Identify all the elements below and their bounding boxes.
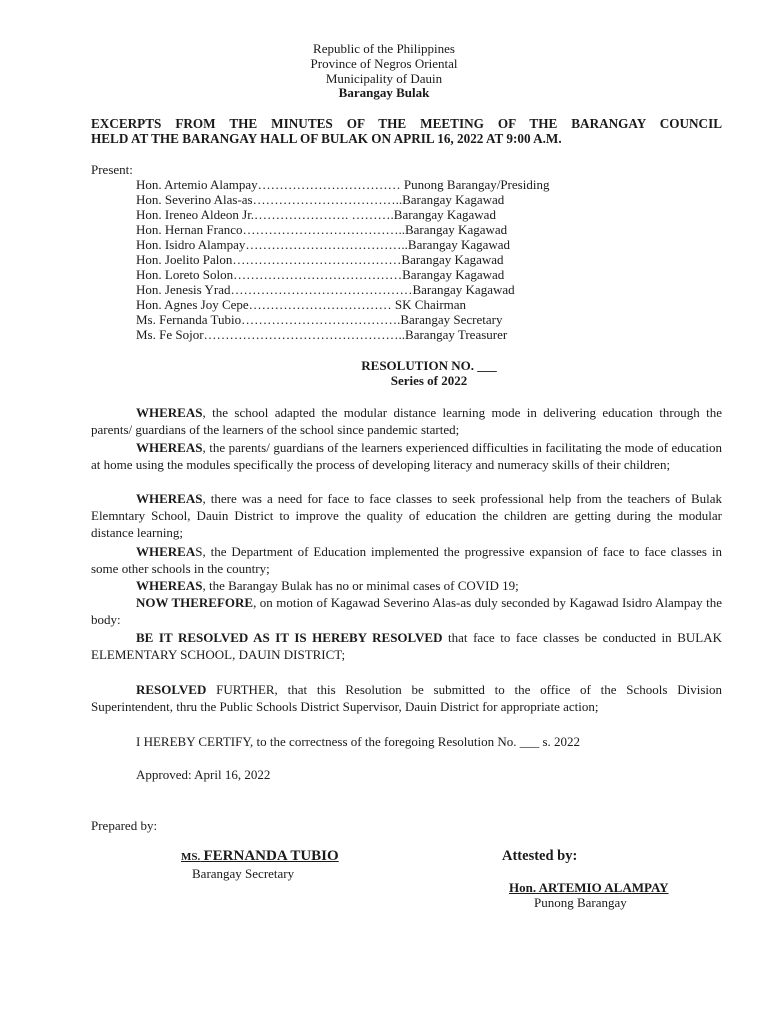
whereas-paragraph-1 — [91, 404, 722, 438]
certification-line: I HEREBY CERTIFY, to the correctness of the foregoing Resolution No. ___ s. 2022 — [136, 734, 581, 749]
paragraph-text: that face to face classes be conducted in BULAK ELEMENTARY SCHOOL, DAUIN DISTRICT; — [91, 630, 722, 663]
paragraph-text: , there was a need for face to face classes to seek professional help from the teachers of Bulak Elemntary School, Dauin District to improve the quality of education the children are getting during the modular distance learning; — [91, 491, 722, 541]
secretary-signature-name — [181, 848, 339, 865]
captain-title: Punong Barangay — [534, 895, 627, 910]
paragraph-text: , the school adapted the modular distance learning mode in delivering education through the parents/ guardians of the learners of the school since pandemic started; — [91, 405, 722, 438]
attendee-item: Hon. Agnes Joy Cepe…………………………… SK Chairman — [136, 297, 467, 312]
be-it-resolved-paragraph — [91, 629, 722, 663]
header-republic: Republic of the Philippines — [313, 41, 455, 56]
now-therefore-paragraph — [91, 594, 722, 628]
whereas-paragraph-3 — [91, 490, 722, 542]
paragraph-text: FURTHER, that this Resolution be submitted to the office of the Schools Division Superintendent, thru the Public Schools District Supervisor, Dauin District for appropriate action; — [91, 682, 722, 715]
resolution-series: Series of 2022 — [390, 373, 468, 388]
header-province: Province of Negros Oriental — [310, 56, 458, 71]
whereas-keyword: WHEREAS — [136, 440, 203, 455]
whereas-keyword: WHEREAS — [136, 491, 203, 506]
secretary-title: Barangay Secretary — [192, 866, 295, 881]
attendee-item: Hon. Artemio Alampay…………………………… Punong Barangay/Presiding — [136, 177, 550, 192]
captain-signature-name: Hon. ARTEMIO ALAMPAY — [509, 880, 669, 895]
secretary-name: FERNANDA TUBIO — [203, 848, 339, 864]
paragraph-text: , the Barangay Bulak has no or minimal cases of COVID 19; — [202, 578, 519, 593]
whereas-paragraph-2 — [91, 439, 722, 473]
resolved-keyword: RESOLVED — [136, 682, 207, 697]
be-it-resolved-keyword: BE IT RESOLVED AS IT IS HEREBY RESOLVED — [136, 630, 443, 645]
secretary-prefix: MS. — [181, 851, 201, 863]
now-therefore-keyword: NOW THEREFORE — [136, 595, 254, 610]
attendee-item: Ms. Fe Sojor………………………………………..Barangay Treasurer — [136, 327, 508, 342]
header-municipality: Municipality of Dauin — [325, 71, 443, 86]
document-title-line1: EXCERPTS FROM THE MINUTES OF THE MEETING OF THE BARANGAY COUNCIL — [91, 116, 722, 131]
resolved-further-paragraph — [91, 681, 722, 715]
document-title-line2: HELD AT THE BARANGAY HALL OF BULAK ON APRIL 16, 2022 AT 9:00 A.M. — [91, 131, 562, 146]
paragraph-text: S, the Department of Education implemented the progressive expansion of face to face classes in some other schools in the country; — [91, 544, 722, 577]
paragraph-text: , the parents/ guardians of the learners experienced difficulties in facilitating the mode of education at home using the modules specifically the process of developing literacy and numeracy skills of their children; — [91, 440, 722, 473]
attendee-item: Hon. Loreto Solon…………………………………Barangay Kagawad — [136, 267, 505, 282]
whereas-paragraph-4 — [91, 543, 722, 577]
attested-by-label: Attested by: — [502, 848, 578, 864]
whereas-paragraph-5 — [91, 577, 722, 594]
attendee-item: Hon. Jenesis Yrad……………………………………Barangay Kagawad — [136, 282, 515, 297]
attendee-item: Ms. Fernanda Tubio……………………………….Barangay Secretary — [136, 312, 503, 327]
prepared-by-label: Prepared by: — [91, 818, 158, 833]
paragraph-text: , on motion of Kagawad Severino Alas-as duly seconded by Kagawad Isidro Alampay the body: — [91, 595, 722, 628]
attendee-item: Hon. Severino Alas-as……………………………..Barangay Kagawad — [136, 192, 505, 207]
header-barangay: Barangay Bulak — [338, 85, 430, 100]
resolution-number: RESOLUTION NO. ___ — [361, 358, 497, 373]
present-label: Present: — [91, 162, 133, 177]
whereas-keyword: WHEREA — [136, 544, 196, 559]
whereas-keyword: WHEREAS — [136, 405, 203, 420]
attendee-item: Hon. Joelito Palon…………………………………Barangay Kagawad — [136, 252, 504, 267]
attendee-item: Hon. Ireneo Aldeon Jr.…………………. ……….Barangay Kagawad — [136, 207, 496, 222]
attendee-item: Hon. Hernan Franco………………………………..Barangay Kagawad — [136, 222, 508, 237]
whereas-keyword: WHEREAS — [136, 578, 203, 593]
approved-date: Approved: April 16, 2022 — [136, 767, 271, 782]
attendee-item: Hon. Isidro Alampay………………………………..Barangay Kagawad — [136, 237, 511, 252]
